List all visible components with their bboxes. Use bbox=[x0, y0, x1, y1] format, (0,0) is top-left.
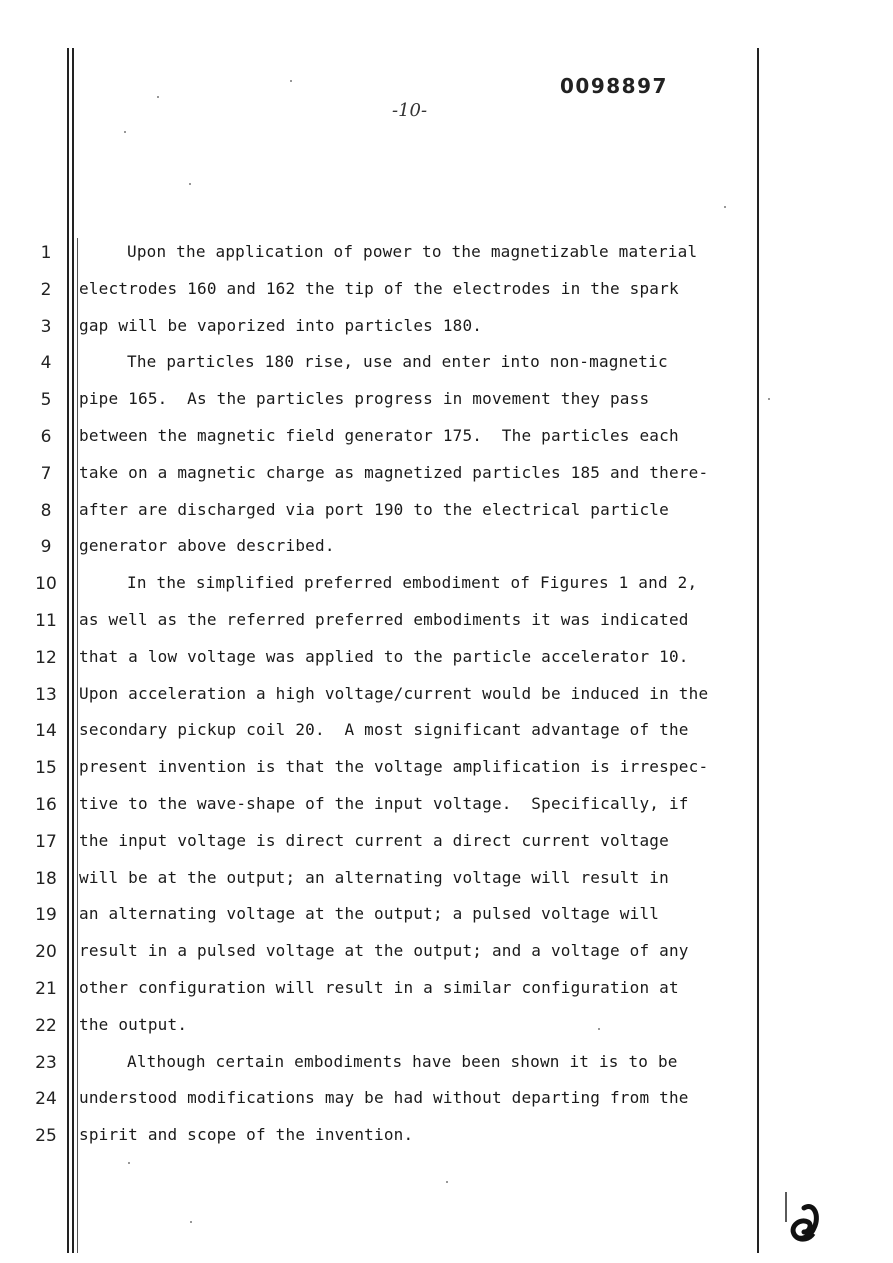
line-number: 20 bbox=[35, 942, 57, 962]
text-line: will be at the output; an alternating voltage will result in bbox=[79, 868, 669, 887]
line-number: 13 bbox=[35, 685, 57, 705]
scan-speck bbox=[190, 1221, 192, 1223]
text-line: the input voltage is direct current a direct current voltage bbox=[79, 831, 669, 850]
text-line: secondary pickup coil 20. A most significant advantage of the bbox=[79, 720, 689, 739]
line-number: 22 bbox=[35, 1016, 57, 1036]
text-line: after are discharged via port 190 to the electrical particle bbox=[79, 500, 669, 519]
text-line: other configuration will result in a similar configuration at bbox=[79, 978, 679, 997]
text-line: pipe 165. As the particles progress in movement they pass bbox=[79, 389, 650, 408]
line-number: 5 bbox=[40, 390, 52, 410]
scan-speck bbox=[724, 206, 726, 208]
text-line: Upon acceleration a high voltage/current would be induced in the bbox=[79, 684, 709, 703]
text-line: understood modifications may be had without departing from the bbox=[79, 1088, 689, 1107]
line-number: 2 bbox=[40, 280, 52, 300]
line-number: 23 bbox=[35, 1053, 57, 1073]
text-line: between the magnetic field generator 175. The particles each bbox=[79, 426, 679, 445]
left-margin-rule bbox=[72, 48, 74, 1253]
text-line: an alternating voltage at the output; a pulsed voltage will bbox=[79, 904, 660, 923]
scan-speck bbox=[124, 131, 126, 133]
scan-speck bbox=[128, 1162, 130, 1164]
document-number: 0098897 bbox=[560, 74, 668, 98]
text-line: result in a pulsed voltage at the output; and a voltage of any bbox=[79, 941, 689, 960]
left-margin-rule bbox=[67, 48, 69, 1253]
line-number: 15 bbox=[35, 758, 57, 778]
text-line: the output. bbox=[79, 1015, 188, 1034]
line-number: 6 bbox=[40, 427, 52, 447]
line-number: 4 bbox=[40, 353, 52, 373]
text-line: present invention is that the voltage amplification is irrespec- bbox=[79, 757, 709, 776]
line-number: 14 bbox=[35, 721, 57, 741]
text-line: electrodes 160 and 162 the tip of the electrodes in the spark bbox=[79, 279, 679, 298]
text-line: take on a magnetic charge as magnetized particles 185 and there- bbox=[79, 463, 709, 482]
line-number: 18 bbox=[35, 869, 57, 889]
left-margin-rule bbox=[77, 238, 78, 1253]
scan-speck bbox=[768, 398, 770, 400]
right-margin-rule bbox=[757, 48, 759, 1253]
text-line: that a low voltage was applied to the particle accelerator 10. bbox=[79, 647, 689, 666]
handwritten-mark-icon bbox=[784, 1188, 824, 1246]
scan-speck bbox=[157, 96, 159, 98]
line-number: 11 bbox=[35, 611, 57, 631]
text-line: tive to the wave-shape of the input voltage. Specifically, if bbox=[79, 794, 689, 813]
line-number: 3 bbox=[40, 317, 52, 337]
line-number: 17 bbox=[35, 832, 57, 852]
line-number: 7 bbox=[40, 464, 52, 484]
text-line: generator above described. bbox=[79, 536, 335, 555]
scan-speck bbox=[189, 183, 191, 185]
text-line: spirit and scope of the invention. bbox=[79, 1125, 414, 1144]
scan-speck bbox=[446, 1181, 448, 1183]
text-line: The particles 180 rise, use and enter into non-magnetic bbox=[127, 352, 668, 371]
line-number: 1 bbox=[40, 243, 52, 263]
text-line: Upon the application of power to the magnetizable material bbox=[127, 242, 698, 261]
line-number: 9 bbox=[40, 537, 52, 557]
text-line: as well as the referred preferred embodiments it was indicated bbox=[79, 610, 689, 629]
page-number: -10- bbox=[392, 100, 428, 121]
text-line: gap will be vaporized into particles 180. bbox=[79, 316, 483, 335]
line-number: 8 bbox=[40, 501, 52, 521]
scan-speck bbox=[598, 1028, 600, 1030]
line-number: 24 bbox=[35, 1089, 57, 1109]
text-line: Although certain embodiments have been shown it is to be bbox=[127, 1052, 678, 1071]
line-number: 10 bbox=[35, 574, 57, 594]
text-line: In the simplified preferred embodiment of Figures 1 and 2, bbox=[127, 573, 698, 592]
line-number: 19 bbox=[35, 905, 57, 925]
line-number: 16 bbox=[35, 795, 57, 815]
line-number: 25 bbox=[35, 1126, 57, 1146]
line-number: 21 bbox=[35, 979, 57, 999]
line-number: 12 bbox=[35, 648, 57, 668]
scan-speck bbox=[290, 80, 292, 82]
